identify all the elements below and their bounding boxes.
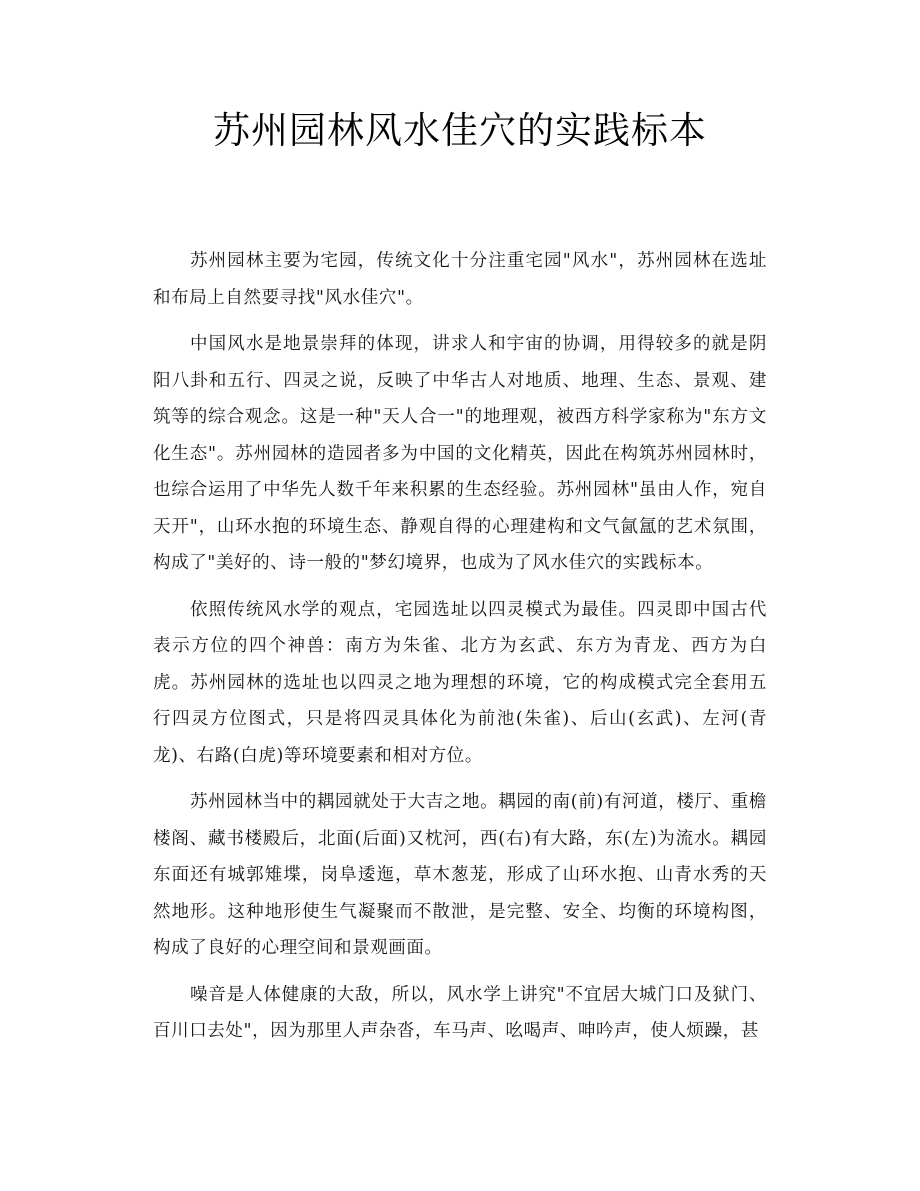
paragraph-ou-garden: 苏州园林当中的耦园就处于大吉之地。耦园的南(前)有河道，楼厅、重檐楼阁、藏书楼殿后，北面(后面)又枕河，西(右)有大路，东(左)为流水。耦园东面还有城郭雉堞，岗阜逶迤，草木葱茏，形成了山环水抱、山青水秀的天然地形。这种地形使生气凝聚而不散泄，是完整、安全、均衡的环境构图，构成了良好的心理空间和景观画面。 [153, 792, 767, 958]
document-title: 苏州园林风水佳穴的实践标本 [213, 109, 707, 152]
document-body [153, 243, 767, 1060]
paragraph-four-spirits: 依照传统风水学的观点，宅园选址以四灵模式为最佳。四灵即中国古代表示方位的四个神兽：南方为朱雀、北方为玄武、东方为青龙、西方为白虎。苏州园林的选址也以四灵之地为理想的环境，它的构成模式完全套用五行四灵方位图式，只是将四灵具体化为前池(朱雀)、后山(玄武)、左河(青龙)、右路(白虎)等环境要素和相对方位。 [153, 599, 767, 766]
paragraph-intro: 苏州园林主要为宅园，传统文化十分注重宅园"风水"，苏州园林在选址和布局上自然要寻找"风水佳穴"。 [153, 251, 767, 308]
paragraph-noise: 噪音是人体健康的大敌，所以，风水学上讲究"不宜居大城门口及狱门、百川口去处"，因为那里人声杂沓，车马声、吆喝声、呻吟声，使人烦躁，甚 [153, 984, 767, 1041]
paragraph-fengshui-concept: 中国风水是地景崇拜的体现，讲求人和宇宙的协调，用得较多的就是阴阳八卦和五行、四灵之说，反映了中华古人对地质、地理、生态、景观、建筑等的综合观念。这是一种"天人合一"的地理观，被西方科学家称为"东方文化生态"。苏州园林的造园者多为中国的文化精英，因此在构筑苏州园林时，也综合运用了中华先人数千年来积累的生态经验。苏州园林"虽由人作，宛自天开"，山环水抱的环境生态、静观自得的心理建构和文气氤氲的艺术氛围，构成了"美好的、诗一般的"梦幻境界，也成为了风水佳穴的实践标本。 [153, 334, 767, 573]
